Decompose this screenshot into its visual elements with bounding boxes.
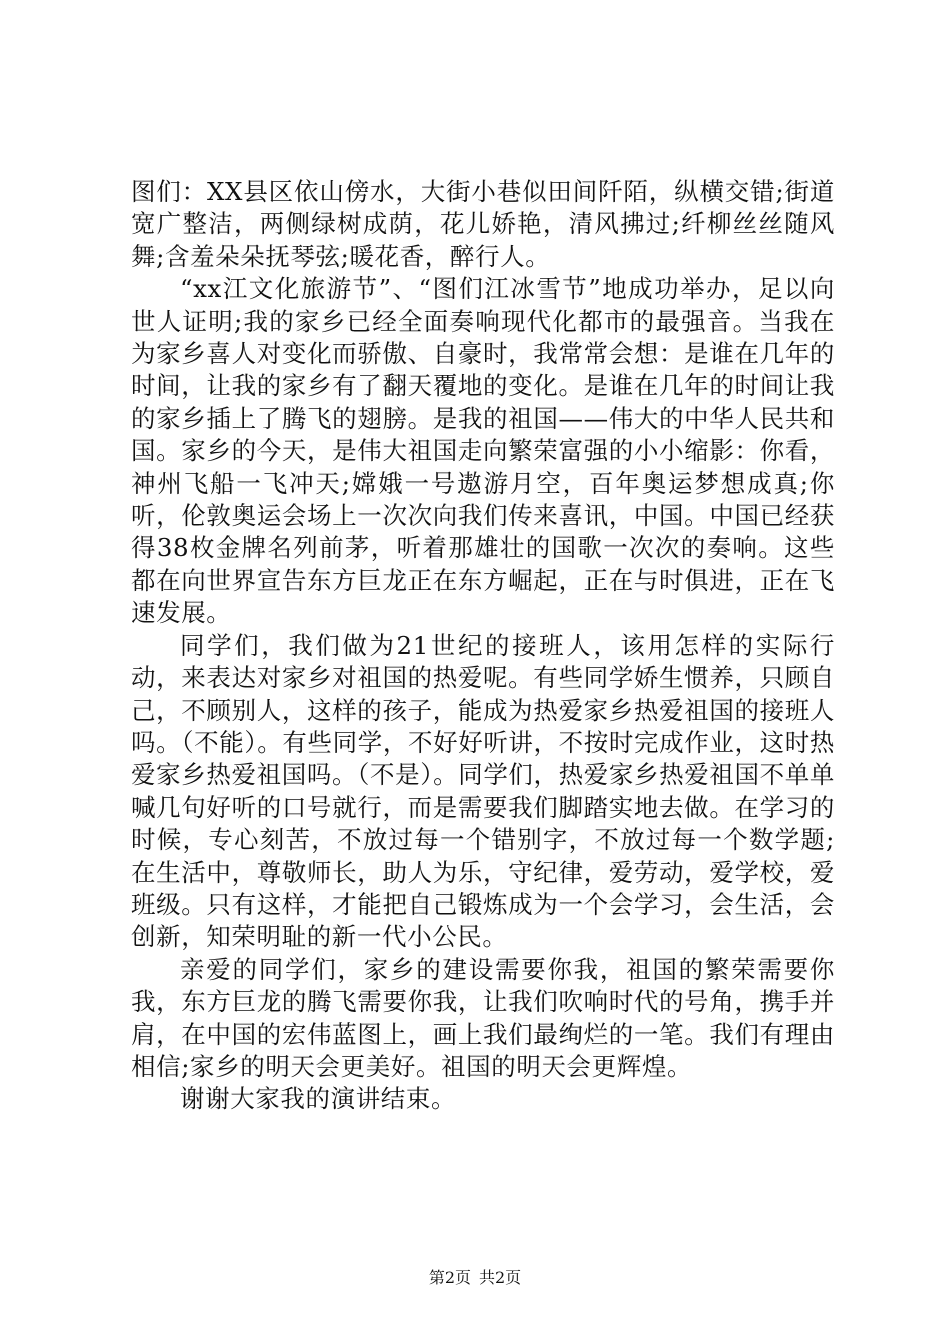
- paragraph-call-to-action: 亲爱的同学们，家乡的建设需要你我，祖国的繁荣需要你我，东方巨龙的腾飞需要你我，让我们吹响时代的号角，携手并肩，在中国的宏伟蓝图上，画上我们最绚烂的一笔。我们有理由相信;家乡的明天会更美好。祖国的明天会更辉煌。: [131, 954, 835, 1081]
- paragraph-hometown-change: “xx江文化旅游节”、“图们江冰雪节”地成功举办，足以向世人证明;我的家乡已经全面奏响现代化都市的最强音。当我在为家乡喜人对变化而骄傲、自豪时，我常常会想：是谁在几年的时间，让我的家乡有了翻天覆地的变化。是谁在几年的时间让我的家乡插上了腾飞的翅膀。是我的祖国——伟大的中华人民共和国。家乡的今天，是伟大祖国走向繁荣富强的小小缩影：你看，神州飞船一飞冲天;嫦娥一号遨游月空，百年奥运梦想成真;你听，伦敦奥运会场上一次次向我们传来喜讯，中国。中国已经获得38枚金牌名列前茅，听着那雄壮的国歌一次次的奏响。这些都在向世界宣告东方巨龙正在东方崛起，正在与时俱进，正在飞速发展。: [131, 274, 835, 628]
- paragraph-closing: 谢谢大家我的演讲结束。: [180, 1084, 457, 1114]
- page-total: 共2页: [479, 1268, 522, 1287]
- document-body: [131, 176, 835, 1116]
- paragraph-intro: 图们：XX县区依山傍水，大街小巷似田间阡陌，纵横交错;街道宽广整洁，两侧绿树成荫，花儿娇艳，清风拂过;纤柳丝丝随风舞;含羞朵朵抚琴弦;暖花香，醉行人。: [131, 177, 835, 271]
- paragraph-students-action: 同学们，我们做为21世纪的接班人，该用怎样的实际行动，来表达对家乡对祖国的热爱呢。有些同学娇生惯养，只顾自己，不顾别人，这样的孩子，能成为热爱家乡热爱祖国的接班人吗。（不能）。有些同学，不好好听讲，不按时完成作业，这时热爱家乡热爱祖国吗。（不是）。同学们，热爱家乡热爱祖国不单单喊几句好听的口号就行，而是需要我们脚踏实地去做。在学习的时候，专心刻苦，不放过每一个错别字，不放过每一个数学题;在生活中，尊敬师长，助人为乐，守纪律，爱劳动，爱学校，爱班级。只有这样，才能把自己锻炼成为一个会学习，会生活，会创新，知荣明耻的新一代小公民。: [131, 630, 835, 952]
- page-number: 第2页: [428, 1268, 471, 1287]
- page-footer: [0, 1268, 950, 1288]
